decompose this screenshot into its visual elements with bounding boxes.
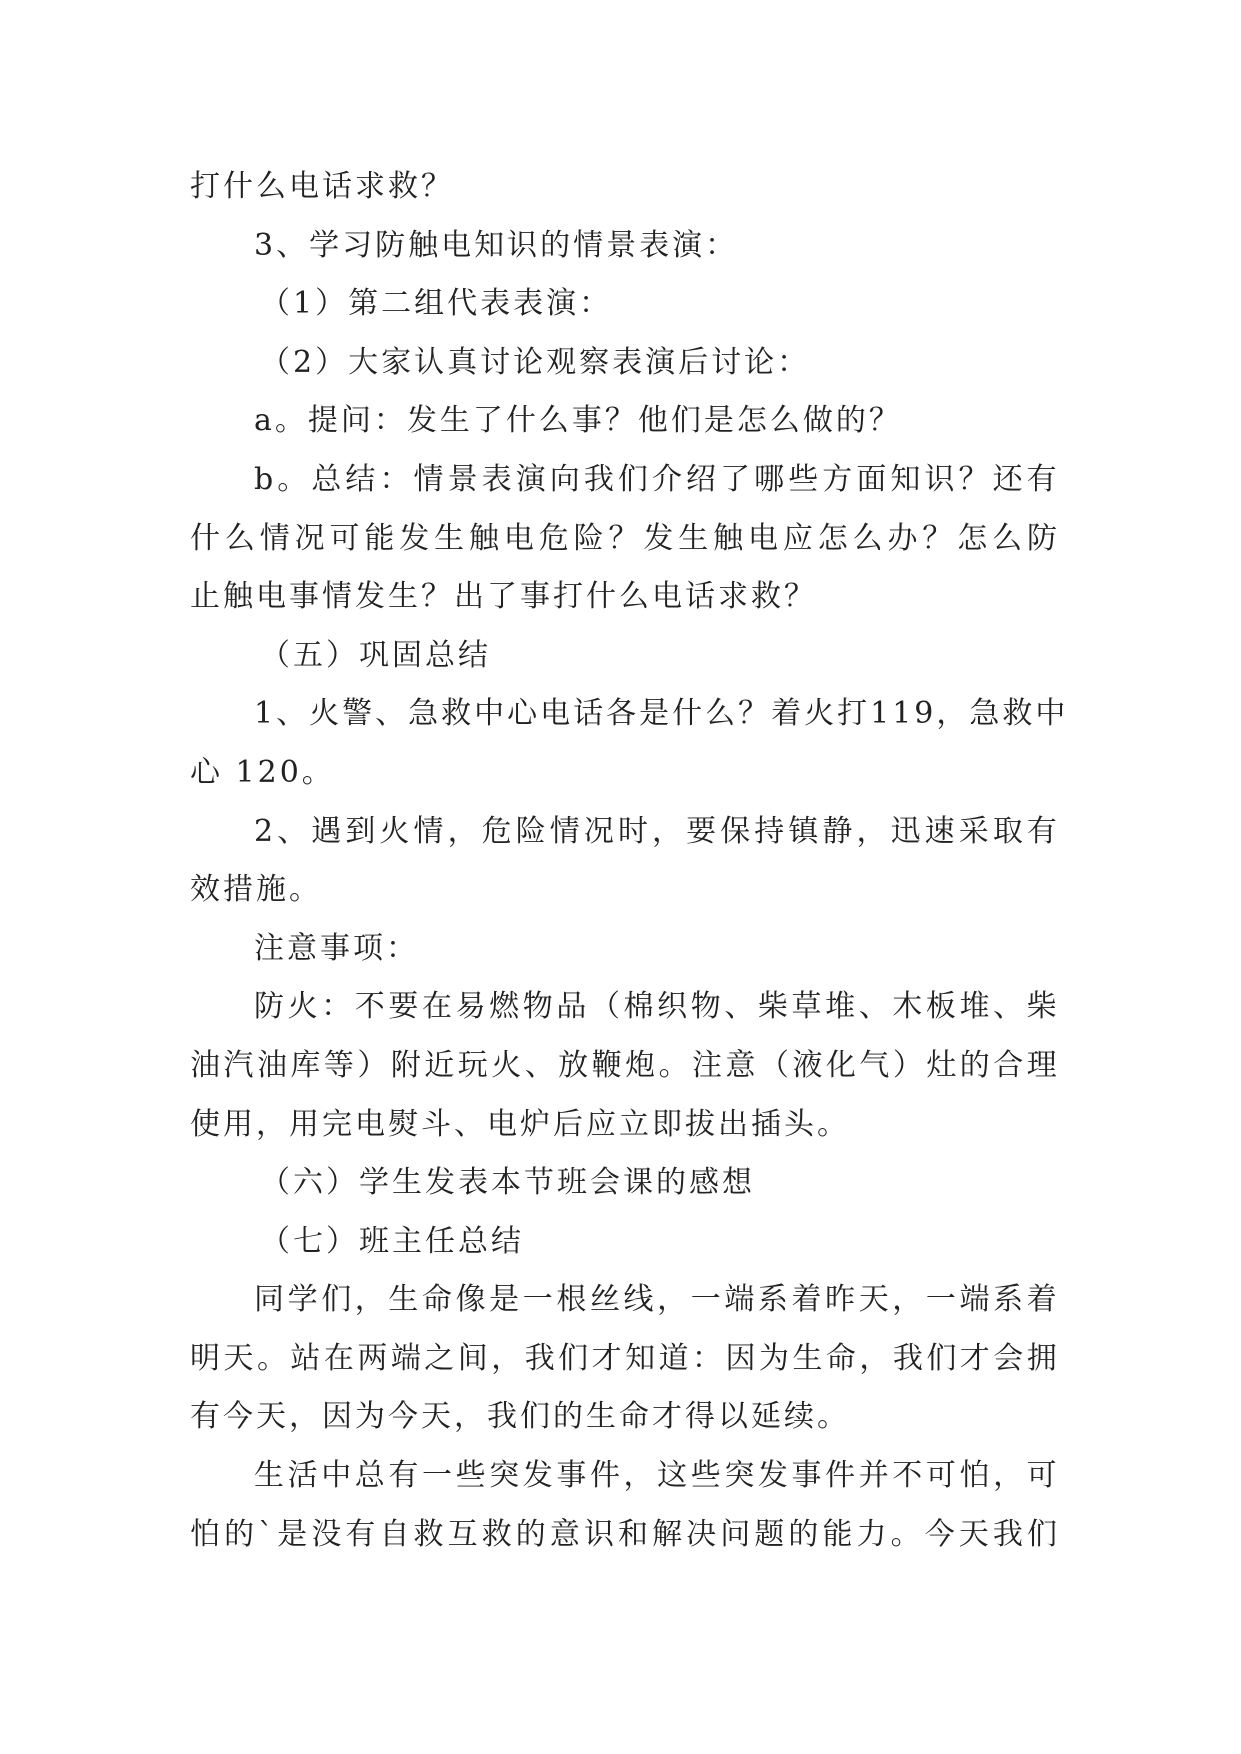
text-line: （1）第二组代表表演：: [260, 286, 613, 322]
text-line: 3、学习防触电知识的情景表演：: [254, 227, 739, 263]
text-line: （六）学生发表本节班会课的感想: [260, 1165, 755, 1201]
text-line: 使用，用完电熨斗、电炉后应立即拔出插头。: [190, 1106, 850, 1142]
text-line: 心 120。: [190, 754, 335, 790]
text-line: （七）班主任总结: [260, 1223, 524, 1259]
text-line: b 。 总 结 ： 情 景 表 演 向 我 们 介 绍 了 哪 些 方 面 知 识 ？ 还 有: [254, 461, 1060, 497]
text-line: 有今天，因为今天，我们的生命才得以延续。: [190, 1399, 850, 1435]
text-line: 同 学 们 ， 生 命 像 是 一 根 丝 线 ， 一 端 系 着 昨 天 ， 一 端 系 着: [254, 1282, 1060, 1318]
text-line: 止触电事情发生？出了事打什么电话求救？: [190, 579, 817, 615]
text-line: 效措施。: [190, 872, 322, 908]
text-line: 注意事项：: [254, 930, 419, 966]
text-line: 什 么 情 况 可 能 发 生 触 电 危 险 ？ 发 生 触 电 应 怎 么 办 ？ 怎 么 防: [190, 520, 1060, 556]
text-line: 明 天 。 站 在 两 端 之 间 ， 我 们 才 知 道 ： 因 为 生 命 ， 我 们 才 会 拥: [190, 1340, 1060, 1376]
text-line: （五）巩固总结: [260, 637, 491, 673]
text-line: 油 汽 油 库 等 ） 附 近 玩 火 、 放 鞭 炮 。 注 意 （ 液 化 气 ） 灶 的 合 理: [190, 1047, 1060, 1083]
text-line: 2 、 遇 到 火 情 ， 危 险 情 况 时 ， 要 保 持 镇 静 ， 迅 速 采 取 有: [254, 813, 1060, 849]
document-body: [190, 158, 1069, 1564]
text-line: 防 火 ： 不 要 在 易 燃 物 品 （ 棉 织 物 、 柴 草 堆 、 木 板 堆 、 柴: [254, 989, 1060, 1025]
text-line: （2）大家认真讨论观察表演后讨论：: [260, 344, 811, 380]
text-line: 打什么电话求救？: [190, 169, 454, 204]
text-line: 怕 的 ` 是 没 有 自 救 互 救 的 意 识 和 解 决 问 题 的 能 力 。 今 天 我 们: [190, 1516, 1060, 1552]
text-line: 生 活 中 总 有 一 些 突 发 事 件 ， 这 些 突 发 事 件 并 不 可 怕 ， 可: [254, 1458, 1060, 1494]
text-line: a。提问：发生了什么事？他们是怎么做的？: [254, 403, 902, 439]
text-line: 1 、 火 警 、 急 救 中 心 电 话 各 是 什 么 ？ 着 火 打 1 1 9 ， 急 救 中: [254, 696, 1069, 732]
